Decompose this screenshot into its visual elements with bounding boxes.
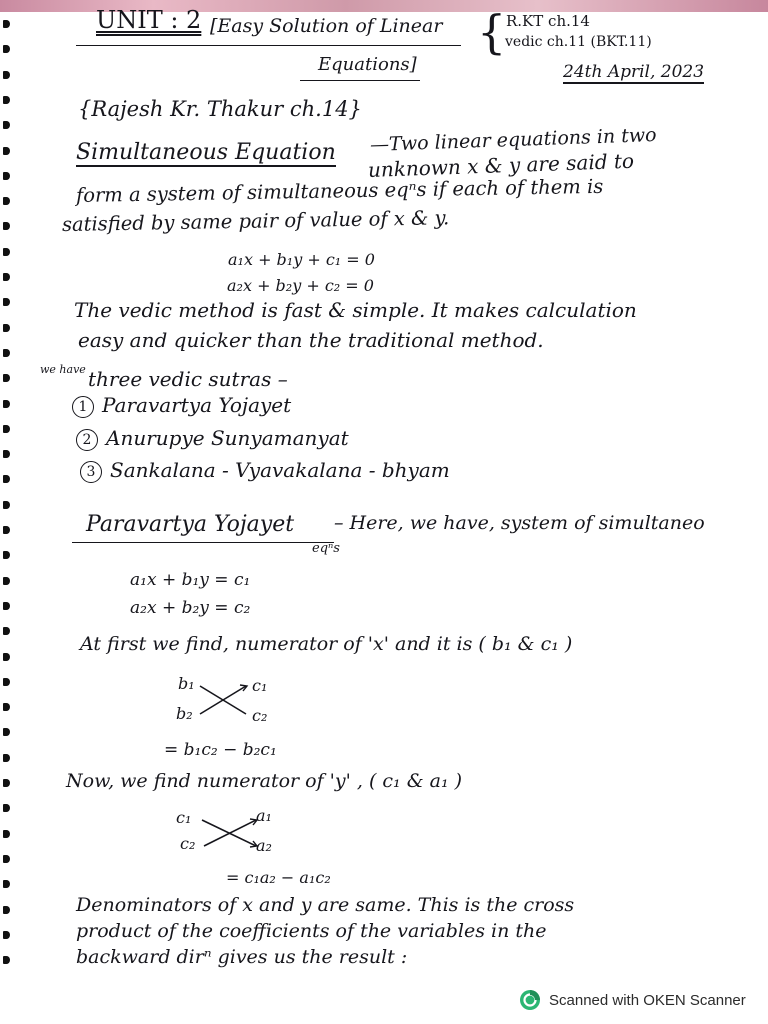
paravartya-underline: [72, 542, 334, 543]
title-line1: [Easy Solution of Linear: [210, 15, 443, 37]
paravartya-desc-cont: eqⁿs: [312, 541, 340, 556]
sutra-name: Paravartya Yojayet: [102, 393, 292, 417]
step-numerator-x: At first we find, numerator of 'x' and it is ( b₁ & c₁ ): [80, 633, 573, 655]
y-numerator-result: = c₁a₂ − a₁c₂: [226, 868, 331, 887]
cross-label: b₁: [178, 674, 195, 693]
number-circle: 2: [76, 429, 98, 451]
step-numerator-y: Now, we find numerator of 'y' , ( c₁ & a₁ ): [66, 770, 463, 792]
title-line2: Equations]: [318, 54, 417, 75]
number-circle: 3: [80, 461, 102, 483]
scanner-logo-icon: [519, 989, 541, 1011]
sutra-name: Sankalana - Vyavakalana - bhyam: [110, 458, 450, 482]
cross-label: b₂: [176, 704, 193, 723]
sutra-item-3: [80, 460, 450, 483]
definition-equation2: a₂x + b₂y + c₂ = 0: [227, 276, 374, 295]
references-brace: {: [477, 5, 507, 59]
cross-label: c₂: [252, 706, 268, 725]
y-cross-diagram: [176, 806, 296, 866]
term-simultaneous-equation: Simultaneous Equation: [76, 140, 336, 165]
x-numerator-result: = b₁c₂ − b₂c₁: [164, 740, 277, 760]
definition-line2: unknown x & y are said to: [367, 148, 635, 182]
definition-line3: form a system of simultaneous eqⁿs if each of them is: [75, 174, 604, 207]
definition-line4: satisfied by same pair of value of x & y.: [61, 206, 450, 236]
cross-label: c₁: [176, 808, 192, 827]
system-equation2: a₂x + b₂y = c₂: [130, 598, 251, 618]
vedic-intro: three vedic sutras –: [88, 367, 288, 391]
cross-arrows: [198, 814, 262, 854]
sutra-item-1: [72, 395, 291, 418]
vedic-line2: easy and quicker than the traditional method.: [78, 328, 544, 352]
definition-line1: —Two linear equations in two: [369, 124, 657, 156]
vedic-intro-prefix: we have: [40, 363, 86, 376]
scanner-watermark: [519, 989, 746, 1011]
cross-label: c₁: [252, 676, 268, 695]
paravartya-heading: Paravartya Yojayet: [86, 512, 295, 537]
cross-label: c₂: [180, 834, 196, 853]
unit-heading: UNIT : 2: [96, 6, 202, 34]
vedic-line1: The vedic method is fast & simple. It makes calculation: [74, 298, 637, 322]
reference-rkt: R.KT ch.14: [506, 12, 590, 30]
denominator-line2: product of the coefficients of the variables in the: [76, 920, 547, 942]
definition-equation1: a₁x + b₁y + c₁ = 0: [228, 250, 375, 269]
scanner-text: Scanned with OKEN Scanner: [549, 991, 746, 1009]
cross-label: a₁: [256, 806, 272, 825]
title-line2-underline: [300, 80, 420, 81]
paravartya-desc: – Here, we have, system of simultaneo: [334, 512, 705, 534]
cross-label: a₂: [256, 836, 272, 855]
cross-arrows: [194, 680, 254, 720]
denominator-line1: Denominators of x and y are same. This is the cross: [76, 894, 575, 916]
reference-vedic: vedic ch.11 (BKT.11): [505, 34, 652, 50]
denominator-line3: backward dirⁿ gives us the result :: [76, 946, 408, 968]
sutra-name: Anurupye Sunyamanyat: [106, 426, 349, 450]
title-underline: [76, 45, 461, 46]
author-note: {Rajesh Kr. Thakur ch.14}: [78, 97, 362, 121]
system-equation1: a₁x + b₁y = c₁: [130, 570, 251, 590]
x-cross-diagram: [176, 672, 296, 732]
sutra-item-2: [76, 428, 349, 451]
date: 24th April, 2023: [563, 62, 705, 82]
number-circle: 1: [72, 396, 94, 418]
